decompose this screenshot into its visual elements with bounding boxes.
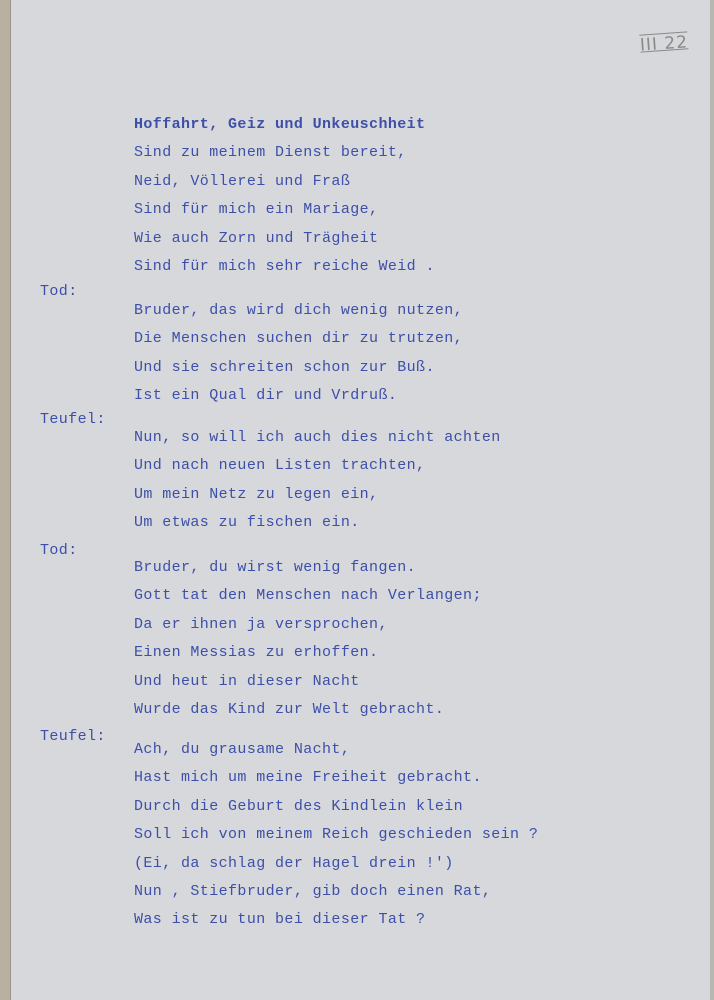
stanza-lines [134,297,463,411]
verse-line: Hast mich um meine Freiheit gebracht. [134,769,482,787]
verse-line: Hoffahrt, Geiz und Unkeuschheit [134,116,426,133]
verse-line: Bruder, du wirst wenig fangen. [134,559,417,576]
speaker-label: Teufel: [40,728,106,745]
speaker-label: Tod: [40,283,78,300]
verse-line: Da er ihnen ja versprochen, [134,615,388,633]
verse-line: (Ei, da schlag der Hagel drein !') [134,854,454,872]
verse-line: Was ist zu tun bei dieser Tat ? [134,911,426,929]
page-right-edge [710,0,714,1000]
verse-line: Und sie schreiten schon zur Buß. [134,358,435,376]
verse-line: Bruder, das wird dich wenig nutzen, [134,302,464,319]
verse-line: Sind zu meinem Dienst bereit, [134,144,407,162]
page-number: III 22 [639,32,689,56]
verse-line: Nun , Stiefbruder, gib doch einen Rat, [134,882,492,900]
speaker-label: Tod: [40,542,78,559]
verse-line: Sind für mich ein Mariage, [134,201,379,219]
verse-line: Nun, so will ich auch dies nicht achten [134,429,501,446]
verse-line: Ach, du grausame Nacht, [134,741,351,758]
stanza-lines [134,111,435,281]
verse-line: Wie auch Zorn und Trägheit [134,229,379,247]
page-binding-edge [0,0,11,1000]
verse-line: Die Menschen suchen dir zu trutzen, [134,330,464,348]
verse-line: Sind für mich sehr reiche Weid . [134,257,435,275]
stanza-lines [134,554,482,724]
verse-line: Gott tat den Menschen nach Verlangen; [134,587,482,605]
verse-line: Ist ein Qual dir und Vrdruß. [134,387,398,405]
verse-line: Um etwas zu fischen ein. [134,514,360,532]
verse-line: Wurde das Kind zur Welt gebracht. [134,700,445,718]
verse-line: Soll ich von meinem Reich geschieden sein ? [134,826,539,844]
verse-line: Um mein Netz zu legen ein, [134,485,379,503]
verse-line: Und heut in dieser Nacht [134,672,360,690]
verse-line: Einen Messias zu erhoffen. [134,644,379,662]
stanza-lines [134,736,538,935]
verse-line: Und nach neuen Listen trachten, [134,457,426,475]
verse-line: Neid, Völlerei und Fraß [134,172,351,190]
speaker-label: Teufel: [40,411,106,428]
stanza-lines [134,424,501,538]
verse-line: Durch die Geburt des Kindlein klein [134,797,464,815]
